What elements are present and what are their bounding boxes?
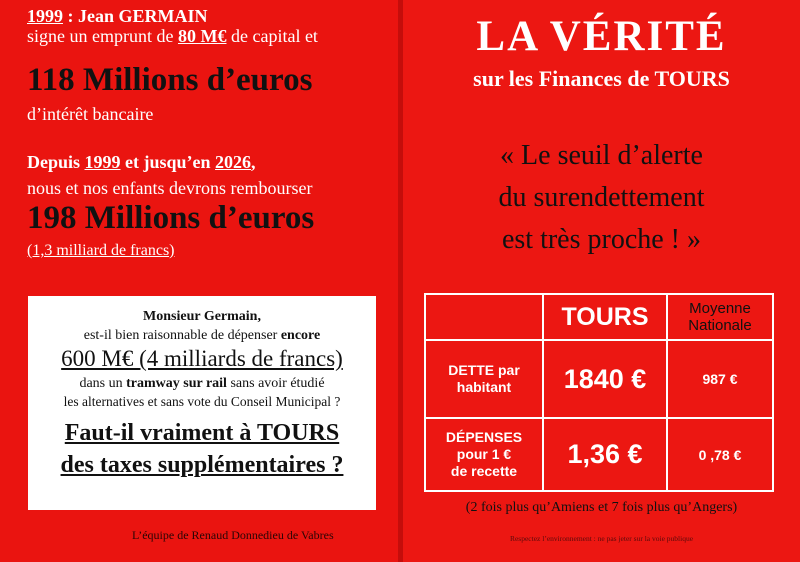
col-header-moyenne [667, 294, 773, 340]
quote-line-2: du surendettement [498, 182, 705, 213]
dette-moyenne-value: 987 € [667, 340, 773, 418]
box-alternatives: les alternatives et sans vote du Conseil Municipal ? [63, 394, 341, 409]
box-tax-question-1 [28, 420, 376, 447]
dette-line1: DETTE par [448, 362, 520, 378]
dette-tours-value: 1840 € [543, 340, 667, 418]
col-moy-line1: Moyenne [689, 300, 751, 317]
question-box [28, 296, 376, 510]
depenses-moyenne-value: 0 ,78 € [667, 418, 773, 491]
table-header-row [425, 294, 773, 340]
col-moy-line2: Nationale [688, 317, 752, 334]
box-tram-text-end: sans avoir étudié [226, 376, 325, 391]
finance-table [424, 293, 774, 492]
row-label-depenses [425, 418, 543, 491]
quote-line-3: est très proche ! » [501, 224, 702, 255]
quote-line-1: « Le seuil d’alerte [500, 140, 703, 171]
box-tram-emph: tramway sur rail [126, 376, 227, 391]
table-row [425, 340, 773, 418]
fine-print: Respectez l’environnement : ne pas jeter sur la voie publique [509, 534, 694, 543]
signature: L’équipe de Renaud Donnedieu de Vabres [132, 528, 334, 542]
repay-line: nous et nos enfants devrons rembourser [27, 178, 313, 198]
table-row [425, 418, 773, 491]
period-end-year: 2026 [215, 152, 252, 172]
interest-label: d’intérêt bancaire [27, 104, 154, 124]
box-tram-text: dans un [79, 376, 127, 391]
row-label-dette [425, 340, 543, 418]
intro-line [27, 6, 208, 27]
box-question-text: est-il bien raisonnable de dépenser [83, 328, 281, 343]
intro-name: : Jean GERMAIN [63, 6, 208, 26]
box-addressee: Monsieur Germain, [143, 309, 261, 324]
box-question [28, 328, 376, 344]
interest-amount: 118 Millions d’euros [27, 62, 313, 98]
dep-line3: de recette [450, 463, 518, 479]
col-header-tours: TOURS [543, 294, 667, 340]
box-tram-cost: 600 M€ (4 milliards de francs) [61, 346, 343, 371]
dette-line2: habitant [456, 379, 512, 395]
period-text-mid: et jusqu’en [120, 152, 216, 172]
depenses-tours-value: 1,36 € [543, 418, 667, 491]
tax-q1-text: Faut-il vraiment à TOURS [64, 420, 340, 446]
period-start-year: 1999 [84, 152, 121, 172]
period-comma: , [251, 152, 256, 172]
page-subtitle: sur les Finances de TOURS [473, 66, 730, 91]
comparison-footnote: (2 fois plus qu’Amiens et 7 fois plus qu’Angers) [465, 500, 738, 515]
loan-line [27, 26, 318, 47]
box-question-emph: encore [280, 328, 321, 343]
box-tax-question-2 [28, 452, 376, 479]
page-title: LA VÉRITÉ [476, 13, 727, 60]
period-line [27, 152, 256, 173]
dep-line1: DÉPENSES [445, 429, 523, 445]
dep-line2: pour 1 € [456, 446, 512, 462]
loan-text: signe un emprunt de [27, 26, 178, 46]
year-1999: 1999 [27, 6, 63, 26]
loan-text-end: de capital et [226, 26, 318, 46]
box-tram-line [28, 376, 376, 392]
loan-amount: 80 M€ [177, 26, 227, 46]
francs-equivalent: (1,3 milliard de francs) [27, 242, 175, 259]
table-corner-cell [425, 294, 543, 340]
tax-q2-text: des taxes supplémentaires ? [60, 452, 344, 478]
period-text: Depuis [27, 152, 85, 172]
repay-amount: 198 Millions d’euros [27, 200, 315, 236]
